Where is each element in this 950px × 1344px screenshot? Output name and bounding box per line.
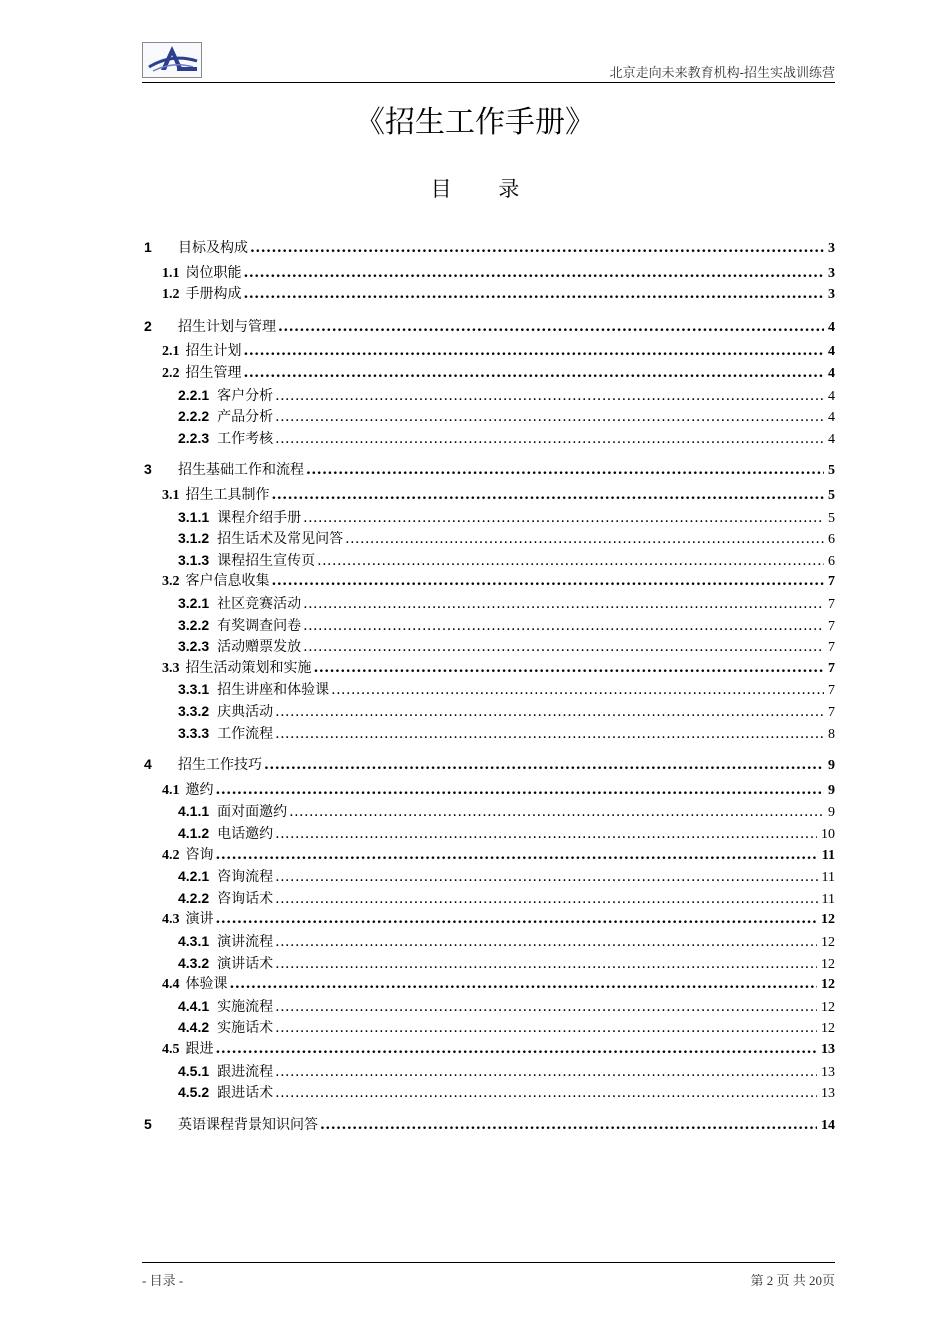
toc-entry-number: 4.3.2 [178,954,210,971]
toc-dot-leader [264,755,824,775]
toc-entry-page: 11 [821,847,835,863]
toc-dot-leader [320,1115,817,1135]
toc-entry-number: 3.3.3 [178,724,210,741]
toc-entry-page: 7 [828,640,835,656]
toc-entry[interactable] [162,284,835,304]
toc-entry-title: 跟进 [185,1041,214,1057]
toc-entry-title: 活动赠票发放 [217,639,302,656]
toc-entry-title: 跟进话术 [217,1085,274,1102]
toc-entry-page: 5 [828,510,835,526]
toc-entry[interactable] [162,974,835,994]
toc-entry-page: 13 [821,1064,835,1080]
footer-page-number: 第 2 页 共 20页 [750,1273,835,1288]
toc-dot-leader [216,845,818,865]
toc-entry[interactable] [178,406,835,426]
toc-entry[interactable] [162,1039,835,1059]
toc-entry-page: 9 [828,782,835,798]
toc-entry-number: 4.1.1 [178,803,210,820]
toc-entry-title: 体验课 [185,976,228,993]
toc-entry-title: 招生工具制作 [185,487,270,503]
toc-entry-number: 5 [144,1115,152,1132]
toc-dot-leader [345,529,824,549]
toc-entry-page: 7 [828,683,835,699]
toc-entry[interactable] [162,485,835,505]
toc-entry-page: 4 [828,344,835,360]
toc-entry-title: 招生工作技巧 [178,757,262,774]
toc-dot-leader [275,386,824,406]
toc-dot-leader [275,429,824,449]
toc-dot-leader [244,363,825,383]
toc-entry-title: 招生计划与管理 [178,318,276,335]
toc-entry-number: 3.3 [162,660,180,676]
toc-entry[interactable] [178,1017,835,1037]
toc-entry[interactable] [178,866,835,886]
toc-entry-title: 咨询流程 [217,869,274,886]
toc-entry[interactable] [144,754,835,774]
toc-entry-number: 1.1 [162,265,180,281]
toc-entry-page: 10 [821,827,835,842]
toc-entry-number: 3.2.3 [178,638,210,655]
toc-entry[interactable] [178,931,835,951]
toc-entry-page: 4 [828,366,835,381]
toc-entry-page: 6 [828,553,835,569]
toc-dot-leader [244,263,825,283]
toc-entry[interactable] [178,507,835,527]
toc-entry-number: 4.4 [162,977,180,993]
toc-entry-title: 面对面邀约 [217,804,288,821]
toc-entry-page: 7 [828,574,835,590]
toc-entry[interactable] [144,1114,835,1134]
toc-entry-number: 2.2.1 [178,386,210,403]
toc-entry-title: 课程介绍手册 [217,509,302,526]
toc-entry-number: 3.1.1 [178,508,210,525]
toc-heading: 目 录 [430,177,540,201]
toc-dot-leader [275,824,817,844]
toc-dot-leader [275,1083,817,1103]
toc-entry-title: 工作流程 [217,725,274,742]
toc-dot-leader [306,460,824,480]
toc-entry-title: 演讲 [185,911,214,928]
toc-entry-number: 1 [144,239,152,255]
toc-entry-title: 招生管理 [185,365,242,381]
toc-dot-leader [275,407,824,427]
toc-dot-leader [275,724,824,744]
toc-entry-page: 5 [828,463,835,479]
toc-dot-leader [275,932,817,952]
toc-entry[interactable] [178,996,835,1016]
toc-entry-number: 2.1 [162,344,180,360]
footer-rule [142,1262,835,1263]
toc-entry-title: 客户分析 [217,387,274,404]
toc-entry-number: 4.4.1 [178,997,210,1014]
toc-entry-title: 跟进流程 [217,1063,274,1080]
toc-entry-number: 4.5 [162,1042,180,1057]
toc-entry-page: 11 [821,891,835,907]
toc-entry-page: 12 [821,1021,835,1037]
toc-dot-leader [216,1039,818,1059]
toc-dot-leader [275,889,817,909]
toc-entry-number: 2.2 [162,366,180,381]
toc-dot-leader [275,702,824,722]
toc-entry[interactable] [178,593,835,613]
toc-dot-leader [275,1062,817,1082]
toc-entry-title: 实施流程 [217,998,274,1015]
toc-entry-number: 3.3.1 [178,681,210,698]
footer-section-label: - 目录 - [142,1273,184,1288]
toc-dot-leader [272,571,825,591]
toc-entry-number: 4.1 [162,782,180,798]
toc-entry-number: 3.2 [162,574,180,590]
toc-entry[interactable] [178,723,835,743]
toc-entry-number: 3.1.3 [178,551,210,568]
toc-dot-leader [331,680,824,700]
toc-entry[interactable] [162,780,835,800]
toc-entry-number: 3 [144,461,152,478]
toc-dot-leader [250,238,824,258]
toc-entry-page: 13 [821,1086,835,1102]
toc-entry[interactable] [144,316,835,336]
toc-entry-page: 4 [828,319,835,335]
header-org-name: 北京走向未来教育机构-招生实战训练营 [609,66,835,81]
toc-entry-page: 11 [821,870,835,886]
toc-entry-title: 电话邀约 [217,826,274,842]
toc-entry[interactable] [178,385,835,405]
toc-entry-title: 咨询 [185,846,214,863]
toc-entry-number: 1.2 [162,287,180,303]
toc-entry-title: 客户信息收集 [185,573,270,590]
toc-entry-number: 3.2.1 [178,595,210,611]
toc-dot-leader [244,341,825,361]
toc-entry-title: 岗位职能 [185,264,242,281]
toc-entry-page: 8 [828,726,835,742]
toc-dot-leader [303,594,824,614]
toc-entry-number: 2 [144,317,152,334]
toc-entry-title: 庆典活动 [217,704,274,720]
toc-entry-page: 4 [828,431,835,447]
toc-entry-number: 4.2 [162,847,180,863]
toc-entry-title: 手册构成 [185,286,242,303]
toc-entry-title: 招生讲座和体验课 [217,682,330,699]
toc-entry[interactable] [178,801,835,821]
toc-entry-page: 12 [821,977,835,993]
toc-entry-title: 演讲流程 [217,934,274,950]
toc-dot-leader [303,637,824,657]
toc-entry[interactable] [178,701,835,721]
toc-entry-title: 招生活动策划和实施 [185,659,312,676]
toc-entry-page: 7 [828,660,835,676]
toc-entry[interactable] [162,658,835,678]
document-title: 《招生工作手册》 [355,105,595,140]
toc-dot-leader [303,616,824,636]
toc-entry-page: 12 [821,956,835,972]
toc-entry-number: 3.2.2 [178,616,210,633]
toc-entry[interactable] [162,571,835,591]
toc-entry[interactable] [162,845,835,865]
toc-entry[interactable] [178,550,835,570]
toc-entry-page: 4 [828,410,835,426]
toc-entry[interactable] [144,237,835,257]
toc-entry-page: 14 [821,1117,835,1133]
toc-dot-leader [216,909,818,929]
toc-dot-leader [244,284,825,304]
toc-entry[interactable] [178,888,835,908]
toc-entry[interactable] [178,428,835,448]
toc-entry-title: 实施话术 [217,1020,274,1037]
toc-entry-number: 4.2.2 [178,889,210,906]
toc-entry-title: 社区竞赛活动 [217,596,302,612]
toc-dot-leader [303,508,824,528]
toc-entry-title: 招生计划 [185,343,242,360]
toc-entry[interactable] [162,909,835,929]
toc-entry-page: 4 [828,388,835,404]
toc-entry-page: 5 [828,488,835,503]
toc-dot-leader [317,551,824,571]
toc-entry-title: 英语课程背景知识问答 [178,1116,318,1133]
toc-entry-page: 6 [828,532,835,548]
toc-entry-title: 演讲话术 [217,955,274,972]
toc-dot-leader [272,485,825,505]
toc-entry[interactable] [144,459,835,479]
toc-entry-number: 4.1.2 [178,825,210,841]
toc-entry-page: 12 [821,935,835,950]
toc-entry[interactable] [178,1082,835,1102]
toc-entry-page: 7 [828,597,835,612]
toc-entry-number: 4 [144,756,152,773]
toc-entry-number: 3.1 [162,488,180,503]
toc-entry-title: 招生话术及常见问答 [217,531,344,548]
toc-entry-number: 2.2.3 [178,429,210,446]
toc-entry[interactable] [178,528,835,548]
toc-entry-page: 9 [828,805,835,821]
toc-entry[interactable] [178,615,835,635]
toc-entry-number: 4.3.1 [178,933,210,949]
toc-entry-number: 4.5.1 [178,1062,210,1079]
toc-entry-title: 邀约 [185,781,214,798]
toc-entry[interactable] [178,823,835,843]
toc-entry-page: 12 [821,912,835,928]
toc-entry-number: 3.1.2 [178,530,210,547]
toc-entry-title: 工作考核 [217,430,274,447]
toc-entry[interactable] [178,953,835,973]
toc-entry-number: 4.4.2 [178,1019,210,1036]
toc-entry[interactable] [162,263,835,283]
toc-entry-title: 目标及构成 [178,240,248,256]
toc-entry-page: 9 [828,758,835,774]
toc-entry-page: 3 [828,287,835,303]
toc-entry-page: 13 [821,1042,835,1057]
toc-dot-leader [275,954,817,974]
toc-entry-page: 7 [828,705,835,720]
toc-entry[interactable] [178,636,835,656]
toc-entry[interactable] [162,341,835,361]
toc-entry-title: 产品分析 [217,409,274,426]
toc-entry-title: 有奖调查问卷 [217,617,302,634]
toc-entry-page: 3 [828,241,835,256]
toc-entry-title: 咨询话术 [217,890,274,907]
toc-entry-page: 7 [828,618,835,634]
toc-entry-title: 招生基础工作和流程 [178,462,304,479]
toc-dot-leader [275,1018,817,1038]
toc-dot-leader [314,658,825,678]
toc-entry-number: 4.5.2 [178,1084,210,1101]
toc-dot-leader [275,997,817,1017]
toc-entry[interactable] [162,363,835,383]
toc-entry-number: 4.3 [162,912,180,928]
toc-dot-leader [289,802,824,822]
toc-entry-page: 12 [821,999,835,1015]
toc-entry-number: 2.2.2 [178,408,210,425]
toc-entry[interactable] [178,679,835,699]
toc-dot-leader [216,780,825,800]
toc-entry[interactable] [178,1061,835,1081]
toc-entry-number: 3.3.2 [178,703,210,719]
toc-entry-page: 3 [828,265,835,281]
toc-entry-number: 4.2.1 [178,868,210,885]
toc-entry-title: 课程招生宣传页 [217,552,316,569]
toc-dot-leader [278,317,824,337]
toc-dot-leader [230,974,818,994]
toc-dot-leader [275,867,817,887]
